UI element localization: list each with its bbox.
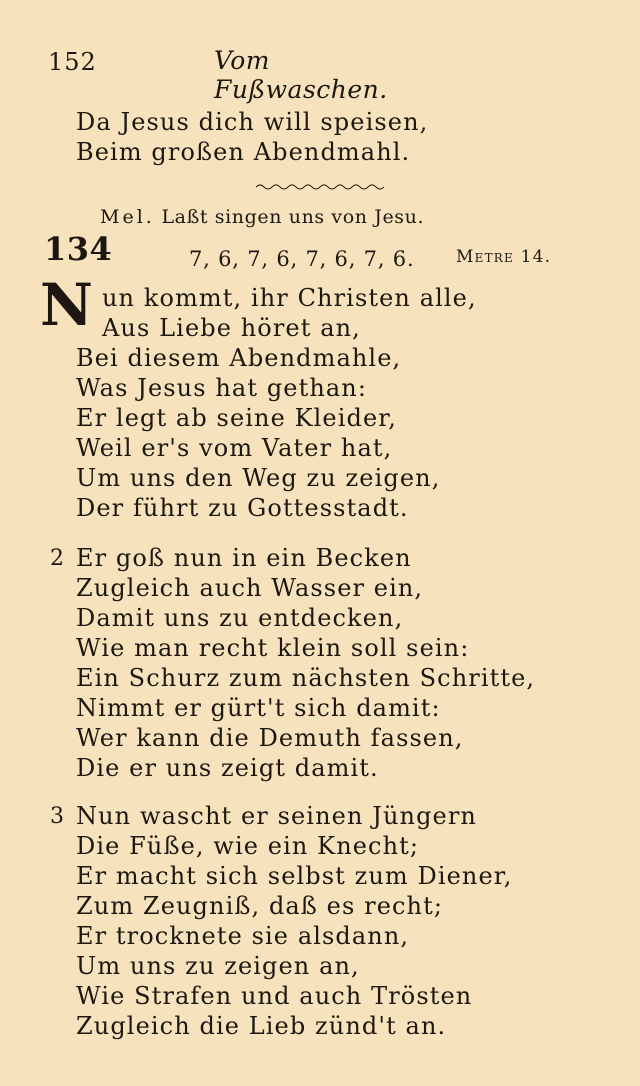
wavy-divider-ornament (256, 182, 386, 192)
verse-line: Nimmt er gürt't sich damit: (76, 694, 441, 722)
verse-line: Wie man recht klein soll sein: (76, 634, 470, 662)
verse-line: Um uns den Weg zu zeigen, (76, 464, 441, 492)
page-header (48, 44, 448, 104)
verse-line: Wie Strafen und auch Trösten (76, 982, 473, 1010)
verse-line: Die Füße, wie ein Knecht; (76, 832, 420, 860)
verse-line: Weil er's vom Vater hat, (76, 434, 393, 462)
meter-label: Metre 14. (456, 247, 552, 267)
verse-line: Nun wascht er seinen Jüngern (76, 802, 477, 830)
verse-line: Um uns zu zeigen an, (76, 952, 360, 980)
verse-line: Wer kann die Demuth fassen, (76, 724, 464, 752)
verse-line: un kommt, ihr Christen alle, (102, 284, 477, 312)
verse-line: Ein Schurz zum nächsten Schritte, (76, 664, 536, 692)
verse-number: 2 (50, 546, 64, 571)
hymn-number: 134 (44, 230, 113, 268)
melody-text: Laßt singen uns von Jesu. (161, 206, 425, 228)
verse-line: Er trocknete sie alsdann, (76, 922, 410, 950)
verse-line: Bei diesem Abendmahle, (76, 344, 402, 372)
verse-line: Zum Zeugniß, daß es recht; (76, 892, 444, 920)
verse-line: Zugleich auch Wasser ein, (76, 574, 424, 602)
meter-numbers: 7, 6, 7, 6, 7, 6, 7, 6. (189, 247, 415, 271)
running-head: Vom Fußwaschen. (214, 46, 388, 104)
verse-number: 3 (50, 804, 64, 829)
drop-cap: N (40, 271, 94, 339)
melody-label: Mel. (100, 206, 155, 228)
verse-line: Die er uns zeigt damit. (76, 754, 379, 782)
verse-line: Der führt zu Gottesstadt. (76, 494, 409, 522)
previous-hymn-line: Da Jesus dich will speisen, (76, 108, 429, 136)
verse-line: Er legt ab seine Kleider, (76, 404, 397, 432)
verse-line: Was Jesus hat gethan: (76, 374, 368, 402)
verse-line: Zugleich die Lieb zünd't an. (76, 1012, 447, 1040)
verse-line: Er goß nun in ein Becken (76, 544, 412, 572)
previous-hymn-line: Beim großen Abendmahl. (76, 138, 411, 166)
melody-line (100, 206, 424, 228)
verse-line: Er macht sich selbst zum Diener, (76, 862, 513, 890)
verse-line: Aus Liebe höret an, (102, 314, 361, 342)
verse-line: Damit uns zu entdecken, (76, 604, 404, 632)
page-number: 152 (48, 48, 97, 76)
